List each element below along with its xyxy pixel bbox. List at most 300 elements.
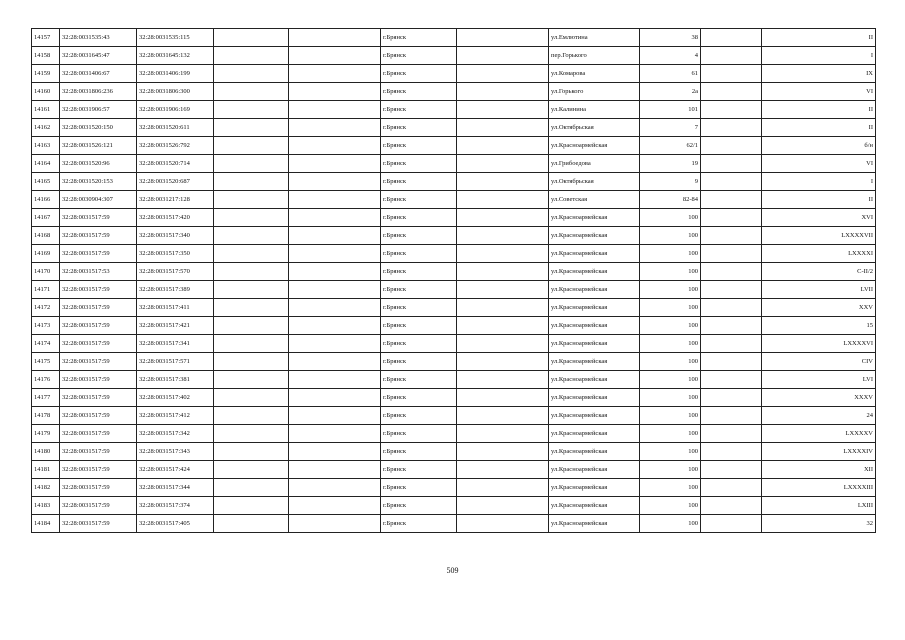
cadastral-block-cell: 32:28:0031517:59 (60, 371, 137, 389)
city-cell: г.Брянск (381, 479, 457, 497)
house-number-cell: 100 (640, 479, 701, 497)
empty-cell (214, 83, 289, 101)
cadastral-block-cell: 32:28:0031806:236 (60, 83, 137, 101)
table-row (32, 101, 876, 119)
empty-cell (289, 335, 381, 353)
empty-cell (457, 137, 549, 155)
house-number-cell: 61 (640, 65, 701, 83)
premises-number-cell: II (762, 101, 876, 119)
empty-cell (457, 101, 549, 119)
empty-cell (214, 389, 289, 407)
table-row (32, 407, 876, 425)
cadastral-block-cell: 32:28:0031517:59 (60, 299, 137, 317)
cadastral-number-cell: 32:28:0031517:571 (137, 353, 214, 371)
city-cell: г.Брянск (381, 317, 457, 335)
empty-cell (701, 101, 762, 119)
row-number-cell: 14175 (32, 353, 60, 371)
cadastral-block-cell: 32:28:0031517:59 (60, 209, 137, 227)
row-number-cell: 14162 (32, 119, 60, 137)
empty-cell (701, 263, 762, 281)
table-row (32, 263, 876, 281)
cadastral-number-cell: 32:28:0031517:402 (137, 389, 214, 407)
house-number-cell: 4 (640, 47, 701, 65)
cadastral-number-cell: 32:28:0031645:132 (137, 47, 214, 65)
cadastral-number-cell: 32:28:0031806:300 (137, 83, 214, 101)
empty-cell (289, 479, 381, 497)
empty-cell (701, 515, 762, 533)
empty-cell (214, 47, 289, 65)
row-number-cell: 14177 (32, 389, 60, 407)
empty-cell (289, 353, 381, 371)
cadastral-number-cell: 32:28:0031517:342 (137, 425, 214, 443)
empty-cell (289, 119, 381, 137)
city-cell: г.Брянск (381, 407, 457, 425)
table-row (32, 335, 876, 353)
table-row (32, 47, 876, 65)
row-number-cell: 14180 (32, 443, 60, 461)
row-number-cell: 14159 (32, 65, 60, 83)
table-row (32, 389, 876, 407)
street-cell: ул.Красноармейская (549, 389, 640, 407)
empty-cell (214, 353, 289, 371)
house-number-cell: 19 (640, 155, 701, 173)
row-number-cell: 14178 (32, 407, 60, 425)
row-number-cell: 14160 (32, 83, 60, 101)
empty-cell (457, 83, 549, 101)
premises-number-cell: С-II/2 (762, 263, 876, 281)
empty-cell (457, 497, 549, 515)
cadastral-number-cell: 32:28:0031517:420 (137, 209, 214, 227)
row-number-cell: 14174 (32, 335, 60, 353)
cadastral-block-cell: 32:28:0031517:59 (60, 317, 137, 335)
table-row (32, 137, 876, 155)
empty-cell (701, 281, 762, 299)
empty-cell (214, 317, 289, 335)
empty-cell (214, 461, 289, 479)
premises-number-cell: 32 (762, 515, 876, 533)
empty-cell (289, 191, 381, 209)
page-number: 509 (446, 566, 459, 575)
empty-cell (214, 101, 289, 119)
empty-cell (701, 65, 762, 83)
row-number-cell: 14183 (32, 497, 60, 515)
empty-cell (214, 209, 289, 227)
empty-cell (457, 353, 549, 371)
street-cell: пер.Горького (549, 47, 640, 65)
street-cell: ул.Красноармейская (549, 353, 640, 371)
cadastral-block-cell: 32:28:0031526:121 (60, 137, 137, 155)
empty-cell (701, 497, 762, 515)
empty-cell (701, 479, 762, 497)
premises-number-cell: LVII (762, 281, 876, 299)
row-number-cell: 14166 (32, 191, 60, 209)
empty-cell (457, 371, 549, 389)
registry-table (31, 28, 876, 533)
street-cell: ул.Октябрьская (549, 119, 640, 137)
city-cell: г.Брянск (381, 173, 457, 191)
premises-number-cell: LXXXXVII (762, 227, 876, 245)
cadastral-number-cell: 32:28:0031520:714 (137, 155, 214, 173)
empty-cell (701, 209, 762, 227)
city-cell: г.Брянск (381, 47, 457, 65)
house-number-cell: 100 (640, 263, 701, 281)
house-number-cell: 100 (640, 227, 701, 245)
premises-number-cell: LXIII (762, 497, 876, 515)
row-number-cell: 14161 (32, 101, 60, 119)
empty-cell (214, 65, 289, 83)
empty-cell (214, 497, 289, 515)
empty-cell (289, 461, 381, 479)
house-number-cell: 100 (640, 407, 701, 425)
row-number-cell: 14172 (32, 299, 60, 317)
house-number-cell: 100 (640, 335, 701, 353)
empty-cell (701, 425, 762, 443)
cadastral-block-cell: 32:28:0031520:153 (60, 173, 137, 191)
cadastral-number-cell: 32:28:0031520:687 (137, 173, 214, 191)
city-cell: г.Брянск (381, 425, 457, 443)
cadastral-number-cell: 32:28:0031517:424 (137, 461, 214, 479)
street-cell: ул.Красноармейская (549, 263, 640, 281)
premises-number-cell: XXXV (762, 389, 876, 407)
empty-cell (214, 371, 289, 389)
cadastral-number-cell: 32:28:0031517:389 (137, 281, 214, 299)
cadastral-block-cell: 32:28:0031517:59 (60, 281, 137, 299)
row-number-cell: 14184 (32, 515, 60, 533)
empty-cell (214, 281, 289, 299)
house-number-cell: 100 (640, 353, 701, 371)
table-row (32, 155, 876, 173)
house-number-cell: 100 (640, 497, 701, 515)
city-cell: г.Брянск (381, 245, 457, 263)
city-cell: г.Брянск (381, 263, 457, 281)
cadastral-block-cell: 32:28:0031517:59 (60, 245, 137, 263)
empty-cell (457, 191, 549, 209)
empty-cell (289, 137, 381, 155)
cadastral-number-cell: 32:28:0031517:570 (137, 263, 214, 281)
empty-cell (289, 245, 381, 263)
street-cell: ул.Красноармейская (549, 407, 640, 425)
table-row (32, 371, 876, 389)
premises-number-cell: XVI (762, 209, 876, 227)
empty-cell (457, 155, 549, 173)
city-cell: г.Брянск (381, 155, 457, 173)
empty-cell (214, 173, 289, 191)
cadastral-number-cell: 32:28:0031517:421 (137, 317, 214, 335)
cadastral-number-cell: 32:28:0031517:412 (137, 407, 214, 425)
cadastral-block-cell: 32:28:0031517:59 (60, 443, 137, 461)
street-cell: ул.Емлютина (549, 29, 640, 47)
empty-cell (457, 461, 549, 479)
house-number-cell: 38 (640, 29, 701, 47)
row-number-cell: 14158 (32, 47, 60, 65)
empty-cell (214, 425, 289, 443)
empty-cell (457, 479, 549, 497)
empty-cell (457, 263, 549, 281)
empty-cell (701, 47, 762, 65)
empty-cell (289, 101, 381, 119)
table-row (32, 227, 876, 245)
empty-cell (457, 299, 549, 317)
empty-cell (701, 389, 762, 407)
house-number-cell: 100 (640, 371, 701, 389)
empty-cell (457, 335, 549, 353)
empty-cell (701, 137, 762, 155)
city-cell: г.Брянск (381, 515, 457, 533)
table-row (32, 497, 876, 515)
row-number-cell: 14179 (32, 425, 60, 443)
empty-cell (701, 353, 762, 371)
city-cell: г.Брянск (381, 389, 457, 407)
empty-cell (214, 335, 289, 353)
street-cell: ул.Октябрьская (549, 173, 640, 191)
city-cell: г.Брянск (381, 101, 457, 119)
house-number-cell: 2а (640, 83, 701, 101)
row-number-cell: 14173 (32, 317, 60, 335)
cadastral-block-cell: 32:28:0031517:59 (60, 497, 137, 515)
empty-cell (457, 65, 549, 83)
empty-cell (457, 245, 549, 263)
street-cell: ул.Красноармейская (549, 335, 640, 353)
table-row (32, 425, 876, 443)
empty-cell (701, 29, 762, 47)
empty-cell (701, 227, 762, 245)
empty-cell (289, 389, 381, 407)
empty-cell (457, 281, 549, 299)
table-row (32, 245, 876, 263)
house-number-cell: 100 (640, 389, 701, 407)
table-row (32, 443, 876, 461)
cadastral-number-cell: 32:28:0031217:128 (137, 191, 214, 209)
street-cell: ул.Красноармейская (549, 209, 640, 227)
street-cell: ул.Красноармейская (549, 479, 640, 497)
premises-number-cell: VI (762, 83, 876, 101)
table-row (32, 191, 876, 209)
empty-cell (701, 173, 762, 191)
empty-cell (457, 317, 549, 335)
city-cell: г.Брянск (381, 227, 457, 245)
house-number-cell: 100 (640, 461, 701, 479)
house-number-cell: 101 (640, 101, 701, 119)
cadastral-number-cell: 32:28:0031906:169 (137, 101, 214, 119)
premises-number-cell: 24 (762, 407, 876, 425)
row-number-cell: 14171 (32, 281, 60, 299)
premises-number-cell: LVI (762, 371, 876, 389)
row-number-cell: 14164 (32, 155, 60, 173)
table-row (32, 209, 876, 227)
empty-cell (701, 371, 762, 389)
city-cell: г.Брянск (381, 353, 457, 371)
street-cell: ул.Красноармейская (549, 461, 640, 479)
empty-cell (701, 119, 762, 137)
street-cell: ул.Красноармейская (549, 137, 640, 155)
city-cell: г.Брянск (381, 29, 457, 47)
street-cell: ул.Красноармейская (549, 425, 640, 443)
cadastral-block-cell: 32:28:0031517:59 (60, 407, 137, 425)
table-row (32, 461, 876, 479)
premises-number-cell: I (762, 173, 876, 191)
empty-cell (214, 137, 289, 155)
premises-number-cell: I (762, 47, 876, 65)
cadastral-block-cell: 32:28:0031517:59 (60, 461, 137, 479)
empty-cell (289, 371, 381, 389)
city-cell: г.Брянск (381, 119, 457, 137)
premises-number-cell: VI (762, 155, 876, 173)
cadastral-number-cell: 32:28:0031517:405 (137, 515, 214, 533)
house-number-cell: 100 (640, 281, 701, 299)
street-cell: ул.Комарова (549, 65, 640, 83)
empty-cell (289, 209, 381, 227)
empty-cell (457, 47, 549, 65)
premises-number-cell: LXXXXVI (762, 335, 876, 353)
cadastral-number-cell: 32:28:0031517:350 (137, 245, 214, 263)
empty-cell (701, 245, 762, 263)
empty-cell (701, 191, 762, 209)
empty-cell (457, 407, 549, 425)
empty-cell (289, 29, 381, 47)
house-number-cell: 100 (640, 245, 701, 263)
cadastral-number-cell: 32:28:0031517:343 (137, 443, 214, 461)
cadastral-number-cell: 32:28:0031517:374 (137, 497, 214, 515)
row-number-cell: 14169 (32, 245, 60, 263)
city-cell: г.Брянск (381, 497, 457, 515)
house-number-cell: 9 (640, 173, 701, 191)
table-row (32, 317, 876, 335)
empty-cell (701, 317, 762, 335)
city-cell: г.Брянск (381, 461, 457, 479)
empty-cell (214, 515, 289, 533)
cadastral-block-cell: 32:28:0031406:67 (60, 65, 137, 83)
empty-cell (701, 407, 762, 425)
empty-cell (214, 299, 289, 317)
empty-cell (289, 317, 381, 335)
premises-number-cell: II (762, 29, 876, 47)
house-number-cell: 82-84 (640, 191, 701, 209)
cadastral-block-cell: 32:28:0031645:47 (60, 47, 137, 65)
premises-number-cell: II (762, 191, 876, 209)
cadastral-block-cell: 32:28:0031517:59 (60, 389, 137, 407)
table-row (32, 479, 876, 497)
city-cell: г.Брянск (381, 299, 457, 317)
row-number-cell: 14157 (32, 29, 60, 47)
cadastral-block-cell: 32:28:0030904:307 (60, 191, 137, 209)
premises-number-cell: II (762, 119, 876, 137)
empty-cell (289, 263, 381, 281)
cadastral-block-cell: 32:28:0031906:57 (60, 101, 137, 119)
empty-cell (289, 443, 381, 461)
empty-cell (214, 227, 289, 245)
empty-cell (457, 227, 549, 245)
empty-cell (289, 515, 381, 533)
cadastral-block-cell: 32:28:0031535:43 (60, 29, 137, 47)
empty-cell (289, 299, 381, 317)
cadastral-block-cell: 32:28:0031520:150 (60, 119, 137, 137)
cadastral-number-cell: 32:28:0031526:792 (137, 137, 214, 155)
street-cell: ул.Красноармейская (549, 497, 640, 515)
empty-cell (457, 425, 549, 443)
city-cell: г.Брянск (381, 191, 457, 209)
table-row (32, 353, 876, 371)
street-cell: ул.Красноармейская (549, 299, 640, 317)
registry-table-body (32, 29, 876, 533)
cadastral-number-cell: 32:28:0031406:199 (137, 65, 214, 83)
empty-cell (701, 461, 762, 479)
empty-cell (701, 83, 762, 101)
empty-cell (289, 497, 381, 515)
row-number-cell: 14181 (32, 461, 60, 479)
empty-cell (214, 191, 289, 209)
cadastral-block-cell: 32:28:0031517:59 (60, 353, 137, 371)
empty-cell (701, 299, 762, 317)
cadastral-number-cell: 32:28:0031517:411 (137, 299, 214, 317)
house-number-cell: 62/1 (640, 137, 701, 155)
street-cell: ул.Красноармейская (549, 443, 640, 461)
table-row (32, 299, 876, 317)
street-cell: ул.Грибоедова (549, 155, 640, 173)
house-number-cell: 100 (640, 209, 701, 227)
row-number-cell: 14168 (32, 227, 60, 245)
empty-cell (214, 263, 289, 281)
cadastral-number-cell: 32:28:0031517:381 (137, 371, 214, 389)
cadastral-block-cell: 32:28:0031517:59 (60, 227, 137, 245)
cadastral-number-cell: 32:28:0031535:115 (137, 29, 214, 47)
empty-cell (214, 119, 289, 137)
empty-cell (214, 407, 289, 425)
table-row (32, 83, 876, 101)
house-number-cell: 100 (640, 425, 701, 443)
empty-cell (289, 227, 381, 245)
empty-cell (289, 425, 381, 443)
empty-cell (214, 479, 289, 497)
empty-cell (214, 155, 289, 173)
city-cell: г.Брянск (381, 443, 457, 461)
table-row (32, 173, 876, 191)
cadastral-number-cell: 32:28:0031517:340 (137, 227, 214, 245)
city-cell: г.Брянск (381, 335, 457, 353)
city-cell: г.Брянск (381, 281, 457, 299)
empty-cell (457, 443, 549, 461)
empty-cell (457, 173, 549, 191)
empty-cell (701, 155, 762, 173)
empty-cell (214, 443, 289, 461)
empty-cell (457, 515, 549, 533)
empty-cell (701, 443, 762, 461)
premises-number-cell: XII (762, 461, 876, 479)
row-number-cell: 14176 (32, 371, 60, 389)
premises-number-cell: LXXXXIII (762, 479, 876, 497)
empty-cell (457, 119, 549, 137)
street-cell: ул.Красноармейская (549, 245, 640, 263)
table-row (32, 119, 876, 137)
city-cell: г.Брянск (381, 371, 457, 389)
empty-cell (289, 65, 381, 83)
empty-cell (289, 173, 381, 191)
house-number-cell: 100 (640, 317, 701, 335)
premises-number-cell: б/н (762, 137, 876, 155)
table-row (32, 281, 876, 299)
cadastral-block-cell: 32:28:0031517:59 (60, 479, 137, 497)
premises-number-cell: XXV (762, 299, 876, 317)
street-cell: ул.Красноармейская (549, 371, 640, 389)
empty-cell (289, 83, 381, 101)
row-number-cell: 14170 (32, 263, 60, 281)
premises-number-cell: CIV (762, 353, 876, 371)
cadastral-number-cell: 32:28:0031517:344 (137, 479, 214, 497)
empty-cell (214, 29, 289, 47)
premises-number-cell: LXXXXI (762, 245, 876, 263)
row-number-cell: 14167 (32, 209, 60, 227)
city-cell: г.Брянск (381, 209, 457, 227)
street-cell: ул.Красноармейская (549, 317, 640, 335)
